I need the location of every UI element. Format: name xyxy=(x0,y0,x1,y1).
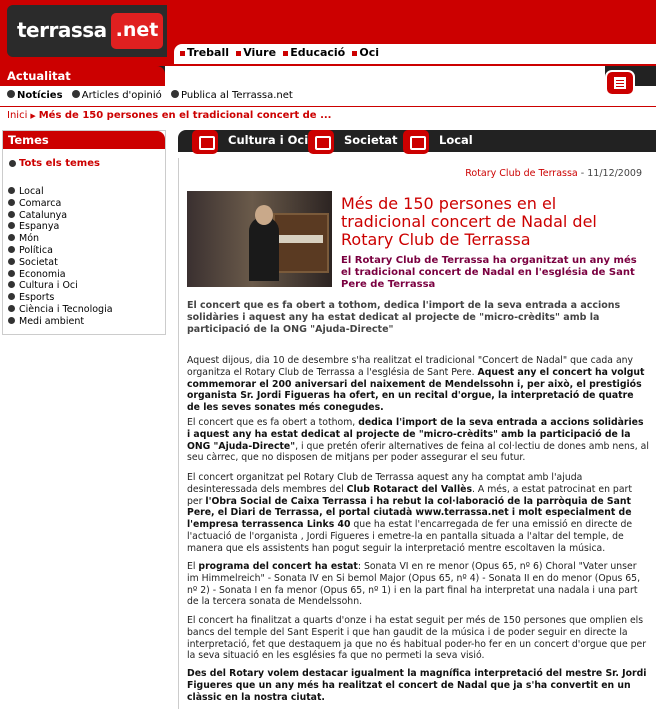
bullet-icon xyxy=(9,160,16,167)
section-subnav xyxy=(7,89,299,103)
category-tabs xyxy=(178,130,656,152)
bullet-icon xyxy=(8,317,15,324)
bullet-icon xyxy=(8,293,15,300)
bullet-icon xyxy=(171,90,179,98)
square-bullet-icon xyxy=(283,51,288,56)
topic-local[interactable]: Local xyxy=(8,186,165,198)
sidebar-title: Temes xyxy=(3,131,165,149)
subnav-articles-opinio[interactable]: Articles d'opinió xyxy=(72,89,162,103)
theatre-icon xyxy=(192,130,218,154)
article-paragraph: El concert ha finalitzat a quarts d'onze i ha estat seguit per més de 150 persones que omplien els bancs del temple del Sant Esperit i que han gaudit de la música i de poder seguir en directe la interpretació, fet que destaquem ja que no és habitual poder-ho fer en un concert d'orgue que per la seva situació en les esglésies fa que no permeti la seva visió. xyxy=(187,615,647,662)
bullet-icon xyxy=(8,222,15,229)
article-meta xyxy=(465,168,642,179)
topic-mon[interactable]: Món xyxy=(8,233,165,245)
square-bullet-icon xyxy=(236,51,241,56)
all-topics-link[interactable]: Tots els temes xyxy=(19,158,165,169)
topics-sidebar xyxy=(2,130,166,335)
topic-politica[interactable]: Política xyxy=(8,245,165,257)
section-bar xyxy=(0,66,656,86)
article-paragraph: Aquest dijous, dia 10 de desembre s'ha realitzat el tradicional "Concert de Nadal" que cada any organitza el Rotary Club de Terrassa a l'església de Sant Pere. Aquest any el concert ha volgut commemorar el 200 aniversari del naixement de Mendelssohn i, per això, el prestigiós organista Sr. Jordi Figueras ha ofert, en un recital d'orgue, la interpretació de quatre de les seves sonates més conegudes. xyxy=(187,355,645,414)
bullet-icon xyxy=(8,305,15,312)
topic-economia[interactable]: Economia xyxy=(8,269,165,281)
article-lead: El concert que es fa obert a tothom, dedica l'import de la seva entrada a accions solidàries i aquest any ha estat dedicat al projecte de "micro-crèdits" amb la participació de la ONG "Ajuda-Directe" xyxy=(187,300,621,335)
article-paragraph: El programa del concert ha estat: Sonata VI en re menor (Opus 65, nº 6) Choral "Vater unser im Himmelreich" - Sonata IV en Si bemol Major (Opus 65, nº 4) - Sonata II en do menor (Opus 65, nº 2) - Sonata I en fa menor (Opus 65, nº 1) i en la part final ha interpretat una nadala i una part de la tercera sonata de Mendelssohn. xyxy=(187,561,641,608)
site-header xyxy=(0,0,656,66)
bullet-icon xyxy=(8,246,15,253)
article-paragraph: El concert que es fa obert a tothom, dedica l'import de la seva entrada a accions solidàries i aquest any ha estat dedicat al projecte de "micro-crèdits" amb la participació de la ONG "Ajuda-Directe", i que pretén oferir alternatives de feina al col·lectiu de dones amb nens, al seu càrrec, que no disposen de mitjans per poder assegurar el seu futur. xyxy=(187,417,649,464)
nav-item-treball[interactable]: Treball xyxy=(180,44,229,62)
article-date: - 11/12/2009 xyxy=(577,168,642,179)
section-title: Actualitat xyxy=(0,66,165,86)
nav-item-educacio[interactable]: Educació xyxy=(283,44,345,62)
tab-cultura-oci[interactable]: Cultura i Oci xyxy=(228,133,309,147)
arrow-right-icon: ▶ xyxy=(30,112,36,120)
bullet-icon xyxy=(8,211,15,218)
topic-cultura-oci[interactable]: Cultura i Oci xyxy=(8,280,165,292)
nav-item-viure[interactable]: Viure xyxy=(236,44,276,62)
article-paragraph: Des del Rotary volem destacar igualment la magnífica interpretació del mestre Sr. Jordi Figueres que un any més ha realitzat el concert de Nadal que ja s'ha convertit en un clàssic en la nostra ciutat. xyxy=(187,668,647,703)
topic-catalunya[interactable]: Catalunya xyxy=(8,210,165,222)
people-icon xyxy=(308,130,334,154)
nav-item-oci[interactable]: Oci xyxy=(352,44,379,62)
article-photo xyxy=(187,191,332,287)
topic-espanya[interactable]: Espanya xyxy=(8,221,165,233)
article xyxy=(178,158,654,709)
bullet-icon xyxy=(8,199,15,206)
topic-ciencia-tecnologia[interactable]: Ciència i Tecnologia xyxy=(8,304,165,316)
building-icon xyxy=(403,130,429,154)
tab-local[interactable]: Local xyxy=(439,133,473,147)
topic-societat[interactable]: Societat xyxy=(8,257,165,269)
article-subtitle: El Rotary Club de Terrassa ha organitzat un any més el tradicional concert de Nadal en l'església de Sant Pere de Terrassa xyxy=(341,255,637,290)
topic-medi-ambient[interactable]: Medi ambient xyxy=(8,316,165,328)
article-source[interactable]: Rotary Club de Terrassa xyxy=(465,168,578,179)
bullet-icon xyxy=(8,258,15,265)
bullet-icon xyxy=(8,270,15,277)
breadcrumb-current: Més de 150 persones en el tradicional concert de ... xyxy=(38,110,332,121)
subnav-noticies[interactable]: Notícies xyxy=(7,89,63,103)
subnav-publica[interactable]: Publica al Terrassa.net xyxy=(171,89,293,103)
topic-comarca[interactable]: Comarca xyxy=(8,198,165,210)
site-logo[interactable] xyxy=(7,5,167,57)
bullet-icon xyxy=(72,90,80,98)
topic-list xyxy=(8,186,165,328)
breadcrumb-home[interactable]: Inici xyxy=(7,110,28,121)
top-navigation xyxy=(174,44,656,64)
logo-text: terrassa xyxy=(17,18,107,42)
square-bullet-icon xyxy=(180,51,185,56)
tab-societat[interactable]: Societat xyxy=(344,133,398,147)
article-paragraph: El concert organitzat pel Rotary Club de Terrassa aquest any ha comptat amb l'ajuda desinteressada dels membres del Club Rotaract del Vallès. A més, a estat patrocinat en part per l'Obra Social de Caixa Terrassa i ha rebut la col·laboració de la parròquia de Sant Pere, el Diari de Terrassa, el portal ciutadà www.terrassa.net i molt especialment de l'empresa terrassenca Links 40 que ha estat l'encarregada de fer una emissió en directe de l'actuació de l'organista , Jordi Figueres i emetre-la en pantalla situada a l'altar del temple, de manera que els assistents han pogut seguir la interpretació mentre escoltaven la música. xyxy=(187,472,633,554)
topic-esports[interactable]: Esports xyxy=(8,292,165,304)
breadcrumb xyxy=(7,110,331,121)
bullet-icon xyxy=(8,234,15,241)
bullet-icon xyxy=(8,281,15,288)
divider xyxy=(0,106,656,107)
square-bullet-icon xyxy=(352,51,357,56)
article-headline: Més de 150 persones en el tradicional concert de Nadal del Rotary Club de Terrassa xyxy=(341,194,597,249)
bullet-icon xyxy=(7,90,15,98)
bullet-icon xyxy=(8,187,15,194)
newspaper-icon[interactable] xyxy=(605,70,635,96)
logo-suffix: .net xyxy=(111,13,163,49)
